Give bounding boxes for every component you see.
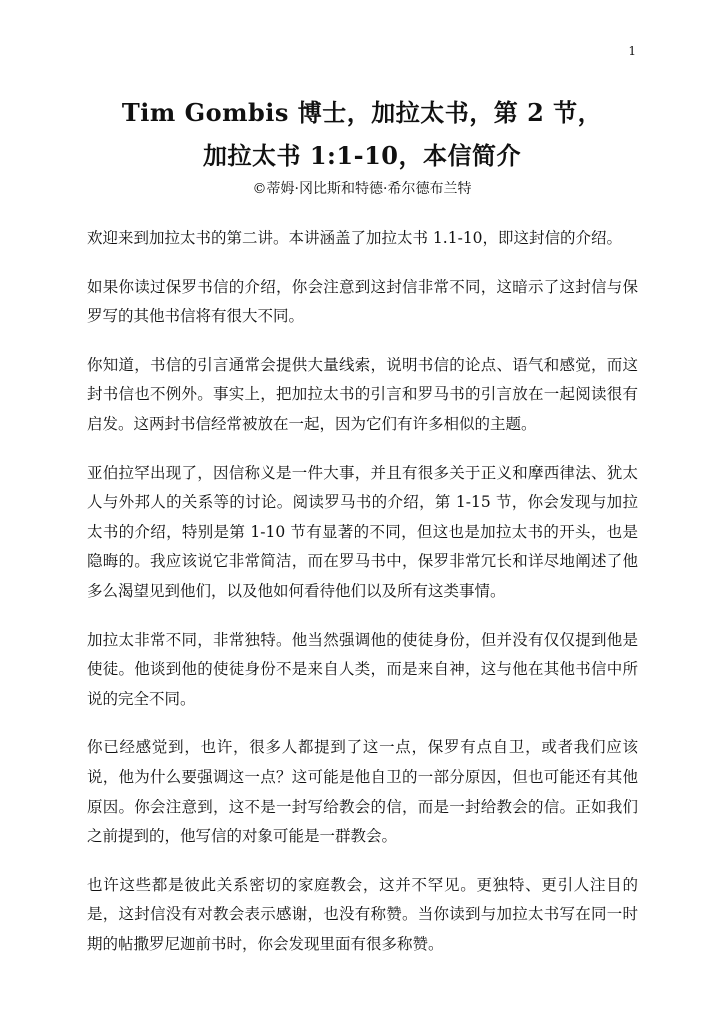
paragraph-2: 如果你读过保罗书信的介绍，你会注意到这封信非常不同，这暗示了这封信与保罗写的其他书信将有很大不同。 <box>87 277 638 326</box>
paragraph-6: 你已经感觉到，也许，很多人都提到了这一点，保罗有点自卫，或者我们应该说，他为什么要强调这一点？这可能是他自卫的一部分原因，但也可能还有其他原因。你会注意到，这不是一封写给教会的信，而是一封给教会的信。正如我们之前提到的，他写信的对象可能是一群教会。 <box>87 738 638 846</box>
document-title-line-2: 加拉太书 1:1-10，本信简介 <box>203 141 521 170</box>
paragraph-5: 加拉太非常不同，非常独特。他当然强调他的使徒身份，但并没有仅仅提到他是使徒。他谈到他的使徒身份不是来自人类，而是来自神，这与他在其他书信中所说的完全不同。 <box>87 630 638 708</box>
page-number: 1 <box>628 44 636 58</box>
paragraph-3: 你知道，书信的引言通常会提供大量线索，说明书信的论点、语气和感觉，而这封书信也不例外。事实上，把加拉太书的引言和罗马书的引言放在一起阅读很有启发。这两封书信经常被放在一起，因为它们有许多相似的主题。 <box>87 355 638 433</box>
paragraph-1: 欢迎来到加拉太书的第二讲。本讲涵盖了加拉太书 1.1-10，即这封信的介绍。 <box>87 229 623 247</box>
document-title-line-1: Tim Gombis 博士，加拉太书，第 2 节， <box>121 98 603 127</box>
copyright-line: ©蒂姆·冈比斯和特德·希尔德布兰特 <box>252 181 472 197</box>
document-body <box>87 224 638 978</box>
paragraph-4: 亚伯拉罕出现了，因信称义是一件大事，并且有很多关于正义和摩西律法、犹太人与外邦人的关系等的讨论。阅读罗马书的介绍，第 1-15 节，你会发现与加拉太书的介绍，特别是第 1-10 节有显著的不同，但这也是加拉太书的开头，也是隐晦的。我应该说它非常简洁，而在罗马书中，保罗非常冗长和详尽地阐述了他多么渴望见到他们，以及他如何看待他们以及所有这类事情。 <box>87 463 638 600</box>
paragraph-7: 也许这些都是彼此关系密切的家庭教会，这并不罕见。更独特、更引人注目的是，这封信没有对教会表示感谢，也没有称赞。当你读到与加拉太书写在同一时期的帖撒罗尼迦前书时，你会发现里面有很多称赞。 <box>87 875 638 953</box>
